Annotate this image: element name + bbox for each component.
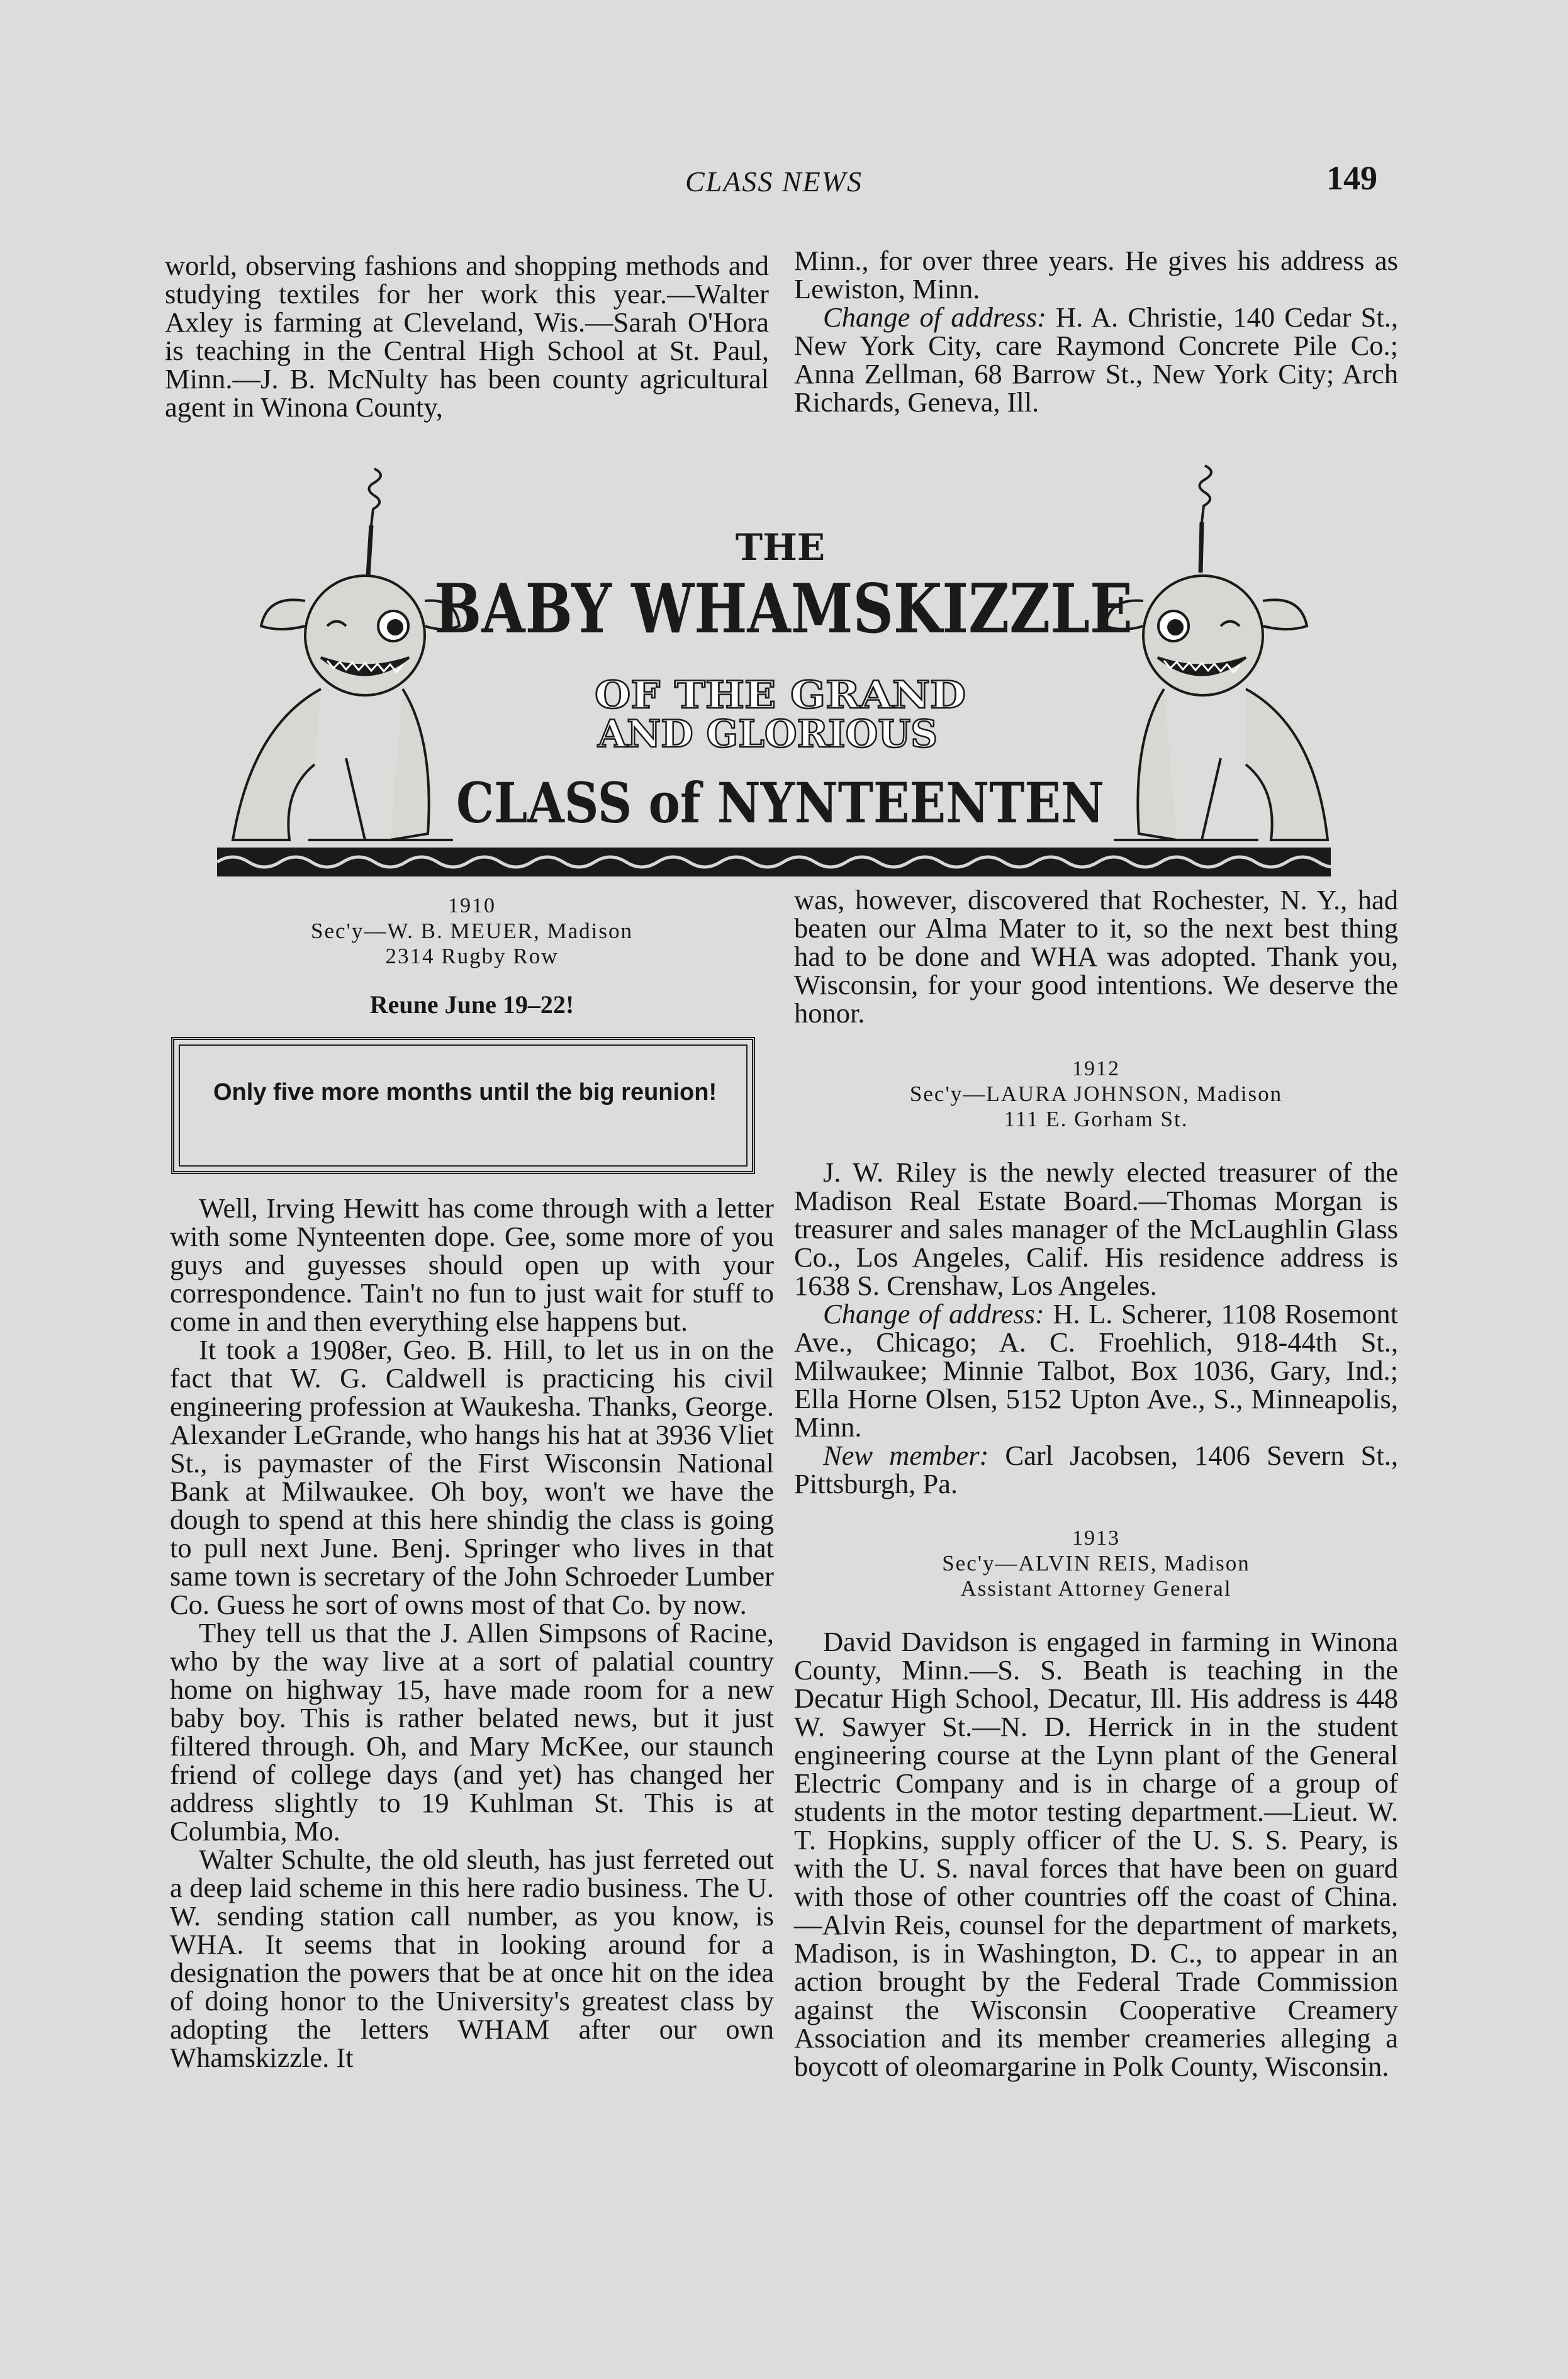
banner-of-the-grand: OF THE GRAND (595, 673, 966, 717)
top-right-column (794, 247, 1398, 417)
right-mascot-illustration (1106, 466, 1328, 840)
running-head: CLASS NEWS (685, 165, 863, 198)
change-of-address (794, 1300, 1398, 1441)
left-mascot-illustration (233, 469, 459, 840)
page-number: 149 (1326, 159, 1377, 197)
banner-the: THE (735, 526, 826, 569)
secretary-address: 2314 Rugby Row (385, 944, 559, 968)
news-paragraph: Walter Schulte, the old sleuth, has just ferreted out a deep laid scheme in this here radio business. The U. W. sending station call number, as you know, is WHA. It seems that in looking around for a designation the powers that be at once hit on the idea of doing honor to the University's greatest class by adopting the letters WHAM after our own Whamskizzle. It (170, 1844, 774, 2073)
new-member-label: New member: (823, 1440, 989, 1471)
news-paragraph: Well, Irving Hewitt has come through with a letter with some Nynteenten dope. Gee, some more of you guys and guyesses should open up with your correspondence. Tain't no fun to just wait for stuff to come in and then everything else happens but. (170, 1192, 774, 1337)
top-left-column (165, 252, 769, 422)
new-member (794, 1441, 1398, 1498)
change-of-address-text: H. A. Christie, 140 Cedar St., New York City, care Raymond Concrete Pile Co.; Anna Zellman, 68 Barrow St., New York City; Arch Richards, Geneva, Ill. (794, 301, 1399, 418)
reune-notice: Reune June 19–22! (369, 990, 574, 1019)
news-paragraph: David Davidson is engaged in farming in Winona County, Minn.—S. S. Beath is teaching in the Decatur High School, Decatur, Ill. His address is 448 W. Sawyer St.—N. D. Herrick in in the student engineering course at the Lynn plant of the General Electric Company and is in charge of a group of students in the motor testing department.—Lieut. W. T. Hopkins, supply officer of the U. S. S. Peary, is with the U. S. naval forces that have been on guard with those of other countries off the coast of China.—Alvin Reis, counsel for the department of markets, Madison, is in Washington, D. C., to appear in an action brought by the Federal Trade Commission against the Wisconsin Cooperative Creamery Association and its member creameries alleging a boycott of oleomargarine in Polk County, Wisconsin. (794, 1626, 1398, 2082)
class-1912-header (794, 1056, 1398, 1132)
change-of-address-label: Change of address: (823, 301, 1046, 333)
banner-wave-border (217, 848, 1334, 876)
news-paragraph: They tell us that the J. Allen Simpsons of Racine, who by the way live at a sort of palatial country home on highway 15, have made room for a new baby boy. This is rather belated news, but it just filtered through. Oh, and Mary McKee, our staunch friend of college days (and yet) has changed her address slightly to 19 Kuhlman St. This is at Columbia, Mo. (170, 1617, 774, 1847)
class-year: 1912 (1072, 1057, 1120, 1080)
change-of-address-label: Change of address: (823, 1298, 1044, 1329)
banner-baby-whamskizzle: BABY WHAMSKIZZLE (434, 569, 1133, 649)
secretary-line: Sec'y—LAURA JOHNSON, Madison (909, 1082, 1283, 1106)
reunion-callout-box (171, 1037, 755, 1174)
banner-class-of-nynteenten: CLASS of NYNTEENTEN (456, 770, 1104, 836)
secretary-line: Sec'y—W. B. MEUER, Madison (310, 919, 633, 943)
class-year: 1913 (1072, 1526, 1120, 1550)
reunion-callout-text: Only five more months until the big reunion! (213, 1079, 717, 1106)
news-paragraph: It took a 1908er, Geo. B. Hill, to let us in on the fact that W. G. Caldwell is practicing his civil engineering profession at Waukesha. Thanks, George. Alexander LeGrande, who hangs his hat at 3936 Vliet St., is paymaster of the First Wisconsin National Bank at Milwaukee. Oh boy, won't we have the dough to spend at this here shindig the class is going to pull next June. Benj. Springer who lives in that same town is secretary of the John Schroeder Lumber Co. Guess he sort of owns most of that Co. by now. (170, 1334, 774, 1620)
right-column-lower (794, 886, 1398, 2081)
change-of-address-text: H. L. Scherer, 1108 Rosemont Ave., Chicago; A. C. Froehlich, 918-44th St., Milwaukee; Minnie Talbot, Box 1036, Gary, Ind.; Ella Horne Olsen, 5152 Upton Ave., S., Minneapolis, Minn. (794, 1298, 1398, 1443)
whamskizzle-banner (214, 456, 1334, 884)
class-1913-header (794, 1526, 1398, 1601)
news-paragraph: J. W. Riley is the newly elected treasurer of the Madison Real Estate Board.—Thomas Morgan is treasurer and sales manager of the McLaughlin Glass Co., Los Angeles, Calif. His residence address is 1638 S. Crenshaw, Los Angeles. (794, 1156, 1398, 1301)
secretary-title: Assistant Attorney General (960, 1576, 1232, 1601)
secretary-line: Sec'y—ALVIN REIS, Madison (942, 1551, 1250, 1576)
secretary-address: 111 E. Gorham St. (1004, 1107, 1189, 1131)
new-member-text: Carl Jacobsen, 1406 Severn St., Pittsburgh, Pa. (794, 1440, 1398, 1499)
continued-paragraph: Minn., for over three years. He gives his address as Lewiston, Minn. (794, 245, 1398, 305)
change-of-address (794, 303, 1398, 417)
class-year: 1910 (448, 894, 496, 917)
banner-and-glorious: AND GLORIOUS (597, 712, 938, 756)
class-1910-header (170, 893, 774, 969)
news-paragraph-continued: was, however, discovered that Rochester, N. Y., had beaten our Alma Mater to it, so the next best thing had to be done and WHA was adopted. Thank you, Wisconsin, for your good intentions. We deserve the honor. (794, 884, 1398, 1029)
continued-paragraph: world, observing fashions and shopping methods and studying textiles for her work this year.—Walter Axley is farming at Cleveland, Wis.—Sarah O'Hora is teaching in the Central High School at St. Paul, Minn.—J. B. McNulty has been county agricultural agent in Winona County, (165, 250, 769, 423)
class-1910-news (170, 1194, 774, 2072)
